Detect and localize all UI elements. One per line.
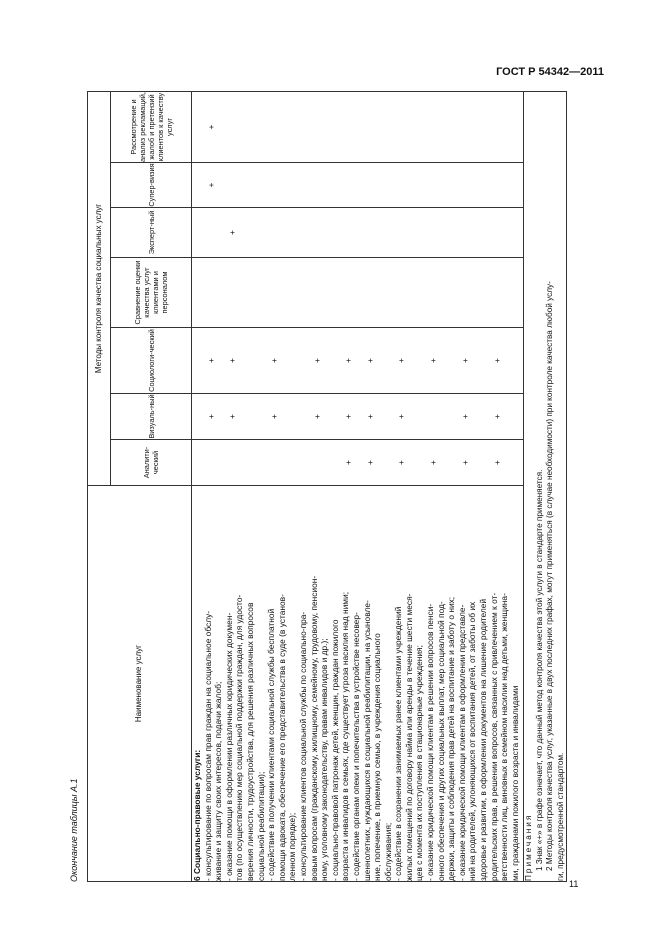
method-mark (407, 328, 418, 393)
method-mark (237, 328, 248, 393)
service-line: ние, попечение, в приемную семью, в учреждения социального (372, 633, 383, 881)
method-mark (259, 394, 270, 439)
method-mark (322, 440, 333, 485)
method-mark (195, 208, 206, 257)
method-mark: + (226, 230, 237, 235)
service-line: тов (по осуществлению мер социальной поддержки граждан, для удосто- (234, 594, 245, 881)
method-mark (301, 208, 312, 257)
method-mark (322, 208, 333, 257)
method-mark (322, 258, 333, 327)
method-mark (290, 394, 301, 439)
method-mark (195, 440, 206, 485)
method-mark (449, 394, 460, 439)
method-mark (502, 163, 513, 207)
method-mark (439, 440, 450, 485)
method-mark (259, 92, 270, 162)
marks-column (192, 440, 524, 486)
method-mark: + (396, 358, 407, 363)
method-mark (375, 258, 386, 327)
method-mark (439, 163, 450, 207)
service-line: держки, защиты и соблюдения прав детей на воспитание и заботу о них; (446, 596, 457, 881)
method-mark (481, 328, 492, 393)
method-mark (333, 440, 344, 485)
method-mark (428, 394, 439, 439)
method-header: Аналити-ческий (111, 440, 192, 486)
method-mark (354, 328, 365, 393)
method-mark (216, 328, 227, 393)
method-mark (259, 208, 270, 257)
service-line: - содействие органам опеки и попечительства в устройстве несовер- (350, 612, 361, 881)
method-mark (269, 258, 280, 327)
method-header: Супер-визия (111, 163, 192, 208)
method-mark (460, 208, 471, 257)
service-line: ми, гражданами пожилого возраста и инвалидами (509, 685, 520, 881)
method-mark (312, 92, 323, 162)
method-mark (237, 208, 248, 257)
service-line: ленном порядке); (287, 812, 298, 881)
method-mark (449, 163, 460, 207)
method-mark (460, 92, 471, 162)
method-mark (417, 394, 428, 439)
method-mark (312, 258, 323, 327)
method-mark (333, 258, 344, 327)
method-mark (439, 208, 450, 257)
method-mark: + (311, 414, 322, 419)
method-mark (492, 163, 503, 207)
method-header: Визуаль-ный (111, 394, 192, 440)
method-mark (269, 163, 280, 207)
method-header: Эксперт-ный (111, 208, 192, 258)
method-mark (280, 92, 291, 162)
method-mark (206, 258, 217, 327)
service-line: онного обеспечения и других социальных выплат, мер социальной под- (435, 601, 446, 881)
service-line: - социально-правовой патронаж детей, женщин, граждан пожилого (329, 619, 340, 881)
method-mark (237, 394, 248, 439)
table-caption: Окончание таблицы А.1 (69, 778, 79, 882)
services-table (87, 91, 567, 882)
service-line: верения личности, трудоустройства, для решения различных вопросов (244, 602, 255, 881)
method-mark: + (311, 358, 322, 363)
method-mark (195, 92, 206, 162)
method-mark (502, 394, 513, 439)
method-mark: + (491, 460, 502, 465)
method-mark (375, 208, 386, 257)
method-header: Рассмотрение и анализ рекламаций, жалоб и претензий клиентов к качеству услуг (111, 91, 192, 162)
service-line: - консультирование по вопросам прав граждан на социальное обслу- (202, 610, 213, 881)
method-mark (227, 92, 238, 162)
method-mark (301, 163, 312, 207)
method-mark (227, 440, 238, 485)
method-mark (248, 163, 259, 207)
service-line: шеннолетних, нуждающихся в социальной реабилитации, на усыновле- (361, 600, 372, 881)
method-mark: + (205, 124, 216, 130)
method-mark (290, 328, 301, 393)
method-mark (439, 394, 450, 439)
method-mark (290, 208, 301, 257)
method-mark (259, 440, 270, 485)
method-mark (439, 328, 450, 393)
service-line: помощи адвоката, обеспечение его представительства в суде (в установ- (276, 594, 287, 881)
method-mark (259, 163, 270, 207)
method-mark (407, 394, 418, 439)
service-line: - оказание помощи в оформлении различных юридических докумен- (223, 612, 234, 881)
method-mark (290, 163, 301, 207)
method-mark (386, 394, 397, 439)
method-mark (470, 258, 481, 327)
method-mark (513, 208, 524, 257)
method-mark (449, 328, 460, 393)
method-mark (216, 258, 227, 327)
method-mark (290, 440, 301, 485)
method-mark (312, 163, 323, 207)
marks-column (192, 258, 524, 328)
method-mark (502, 328, 513, 393)
notes-title: Примечания (524, 813, 534, 881)
method-mark (216, 208, 227, 257)
service-description (192, 486, 524, 882)
service-line: - оказание юридической помощи клиентам в оформлении представле- (456, 604, 467, 881)
service-line: возраста и инвалидов в семьях, где существует угроза насилия над ними; (340, 591, 351, 881)
service-line: - содействие в сохранении занимаемых ранее клиентами учреждений (393, 606, 404, 881)
method-mark (333, 163, 344, 207)
method-mark (386, 163, 397, 207)
method-mark (386, 258, 397, 327)
method-mark (417, 440, 428, 485)
method-mark (280, 258, 291, 327)
method-mark (417, 163, 428, 207)
method-mark (375, 163, 386, 207)
method-mark (481, 208, 492, 257)
method-mark (513, 163, 524, 207)
method-mark (513, 258, 524, 327)
service-line: родительских прав, в решении вопросов, связанных с привлечением к от- (488, 592, 499, 881)
method-mark (481, 92, 492, 162)
method-mark: + (459, 414, 470, 419)
method-mark: + (396, 414, 407, 419)
method-mark (428, 258, 439, 327)
method-mark (354, 92, 365, 162)
method-mark (301, 258, 312, 327)
table-row (192, 91, 524, 881)
note-line: 2 Методы контроля качества услуг, указанные в двух последних графах, могут применяться (в случае необходимости) при контроле качества любой услу- (545, 281, 555, 871)
method-mark (216, 394, 227, 439)
method-mark: + (491, 358, 502, 363)
method-mark (195, 258, 206, 327)
service-name-header: Наименование услуг (88, 486, 192, 882)
method-mark (417, 208, 428, 257)
method-mark (280, 208, 291, 257)
method-mark (439, 92, 450, 162)
method-mark (354, 258, 365, 327)
marks-column (192, 208, 524, 258)
method-mark (333, 92, 344, 162)
method-mark (248, 328, 259, 393)
method-mark (470, 92, 481, 162)
section-title: 6 Социально-правовые услуги: (192, 749, 202, 881)
method-mark: + (226, 414, 237, 419)
method-mark: + (343, 414, 354, 419)
method-mark (269, 440, 280, 485)
rotated-page-content (69, 87, 586, 894)
method-mark (470, 328, 481, 393)
method-mark (502, 258, 513, 327)
method-mark (322, 394, 333, 439)
method-mark (206, 440, 217, 485)
method-mark (290, 92, 301, 162)
method-mark (460, 258, 471, 327)
standard-header: ГОСТ Р 54342—2011 (496, 66, 604, 78)
method-mark (449, 92, 460, 162)
method-mark (407, 258, 418, 327)
method-mark: + (269, 414, 280, 419)
method-mark (280, 163, 291, 207)
note-line: ги, предусмотренной стандартом. (555, 752, 565, 881)
method-mark (375, 394, 386, 439)
method-mark (301, 440, 312, 485)
method-mark (396, 92, 407, 162)
method-mark: + (428, 358, 439, 363)
method-header: Социологи-ческий (111, 328, 192, 394)
method-mark (386, 328, 397, 393)
method-mark: + (459, 358, 470, 363)
method-mark (428, 208, 439, 257)
method-mark (269, 92, 280, 162)
marks-column (192, 394, 524, 440)
method-mark (343, 163, 354, 207)
method-mark (513, 92, 524, 162)
method-mark (227, 258, 238, 327)
method-mark (248, 92, 259, 162)
method-mark (216, 163, 227, 207)
method-mark (248, 208, 259, 257)
method-mark (407, 208, 418, 257)
method-mark: + (205, 358, 216, 363)
service-line: цев с момента их поступления в стационарные учреждения; (414, 645, 425, 881)
service-line: живание и защиту своих интересов, подачи жалоб; (213, 681, 224, 881)
method-mark (386, 92, 397, 162)
method-mark (365, 163, 376, 207)
method-mark: + (269, 358, 280, 363)
method-mark (428, 163, 439, 207)
method-mark (280, 328, 291, 393)
method-mark (502, 92, 513, 162)
method-mark (407, 440, 418, 485)
method-mark (492, 258, 503, 327)
method-mark (470, 163, 481, 207)
service-line: ветственности лиц, виновных в семейном насилии над детьми, женщина- (499, 593, 510, 881)
method-mark (343, 258, 354, 327)
method-mark (396, 258, 407, 327)
method-mark (216, 92, 227, 162)
service-line: - оказание юридической помощи клиентам в решении вопросов пенси- (425, 603, 436, 881)
method-mark (195, 394, 206, 439)
method-mark: + (205, 182, 216, 188)
method-mark (481, 163, 492, 207)
method-header: Сравнение оценки качества услуг клиентами и персоналом (111, 258, 192, 328)
method-mark (417, 92, 428, 162)
method-mark (333, 394, 344, 439)
note-line: 1 Знак «+» в графе означает, что данный метод контроля качества этой услуги в стандарте применяется. (534, 469, 544, 871)
method-mark (513, 440, 524, 485)
marks-column (192, 91, 524, 162)
method-mark (481, 258, 492, 327)
method-mark (492, 92, 503, 162)
method-mark (259, 328, 270, 393)
method-mark (312, 440, 323, 485)
method-mark (428, 92, 439, 162)
method-mark (312, 208, 323, 257)
method-mark (492, 208, 503, 257)
method-mark (343, 92, 354, 162)
method-mark (417, 328, 428, 393)
method-mark (248, 440, 259, 485)
method-mark (354, 163, 365, 207)
service-line: вовым вопросам (гражданскому, жилищному, семейному, трудовому, пенсион- (308, 575, 319, 881)
method-mark (460, 163, 471, 207)
service-line: социальной реабилитации); (255, 771, 266, 881)
method-mark (375, 92, 386, 162)
service-line: ному, уголовному законодательству, правам инвалидов и др.); (319, 638, 330, 881)
method-mark (301, 394, 312, 439)
method-mark (417, 258, 428, 327)
service-line: - содействие в получении клиентами социальной службы бесплатной (266, 608, 277, 881)
method-mark (439, 258, 450, 327)
method-mark: + (396, 460, 407, 465)
method-mark (269, 208, 280, 257)
method-mark (513, 394, 524, 439)
method-mark (481, 440, 492, 485)
method-mark (375, 440, 386, 485)
method-mark (259, 258, 270, 327)
method-mark (248, 258, 259, 327)
service-line: - консультирование клиентов социальной службы по социально-пра- (297, 611, 308, 881)
method-mark (333, 328, 344, 393)
method-mark (216, 440, 227, 485)
method-mark (365, 258, 376, 327)
method-mark (237, 440, 248, 485)
method-mark (407, 92, 418, 162)
method-mark (502, 208, 513, 257)
method-mark (470, 208, 481, 257)
method-mark: + (459, 460, 470, 465)
method-mark (237, 92, 248, 162)
page-number: 11 (569, 879, 579, 889)
service-line: жилых помещений по договору найма или аренды в течение шести меся- (403, 593, 414, 881)
method-mark (290, 258, 301, 327)
method-mark (354, 208, 365, 257)
method-mark (365, 92, 376, 162)
method-mark (301, 328, 312, 393)
method-mark (354, 394, 365, 439)
method-mark (248, 394, 259, 439)
method-mark (481, 394, 492, 439)
method-mark (280, 440, 291, 485)
method-mark (206, 208, 217, 257)
marks-column (192, 328, 524, 394)
method-mark (513, 328, 524, 393)
marks-column (192, 163, 524, 208)
method-mark (375, 328, 386, 393)
service-line: обслуживания; (382, 822, 393, 881)
method-mark (396, 163, 407, 207)
method-mark: + (364, 358, 375, 363)
method-mark (470, 394, 481, 439)
methods-header: Методы контроля качества социальных услуг (88, 91, 111, 485)
method-mark: + (364, 414, 375, 419)
method-mark (322, 163, 333, 207)
method-mark (237, 258, 248, 327)
method-mark (407, 163, 418, 207)
method-mark (237, 163, 248, 207)
method-mark (343, 208, 354, 257)
method-mark: + (343, 358, 354, 363)
method-mark (195, 328, 206, 393)
method-mark (386, 208, 397, 257)
method-mark (502, 440, 513, 485)
method-mark: + (491, 414, 502, 419)
method-mark: + (343, 460, 354, 465)
service-line: здоровье и развитии, в оформлении документов на лишение родителей (478, 598, 489, 881)
method-mark: + (428, 460, 439, 465)
method-mark (322, 328, 333, 393)
method-mark: + (364, 460, 375, 465)
method-mark (333, 208, 344, 257)
method-mark: + (205, 414, 216, 419)
notes-row (524, 91, 567, 881)
method-mark (449, 208, 460, 257)
method-mark (396, 208, 407, 257)
method-mark (449, 258, 460, 327)
method-mark (301, 92, 312, 162)
method-mark (365, 208, 376, 257)
method-mark (227, 163, 238, 207)
service-line: ний на родителей, уклоняющихся от воспитания детей, от заботы об их (467, 601, 478, 881)
method-mark (195, 163, 206, 207)
method-mark (280, 394, 291, 439)
method-mark (322, 92, 333, 162)
method-mark (386, 440, 397, 485)
table-notes (524, 91, 567, 881)
method-mark (354, 440, 365, 485)
method-mark: + (226, 358, 237, 363)
method-mark (449, 440, 460, 485)
method-mark (470, 440, 481, 485)
